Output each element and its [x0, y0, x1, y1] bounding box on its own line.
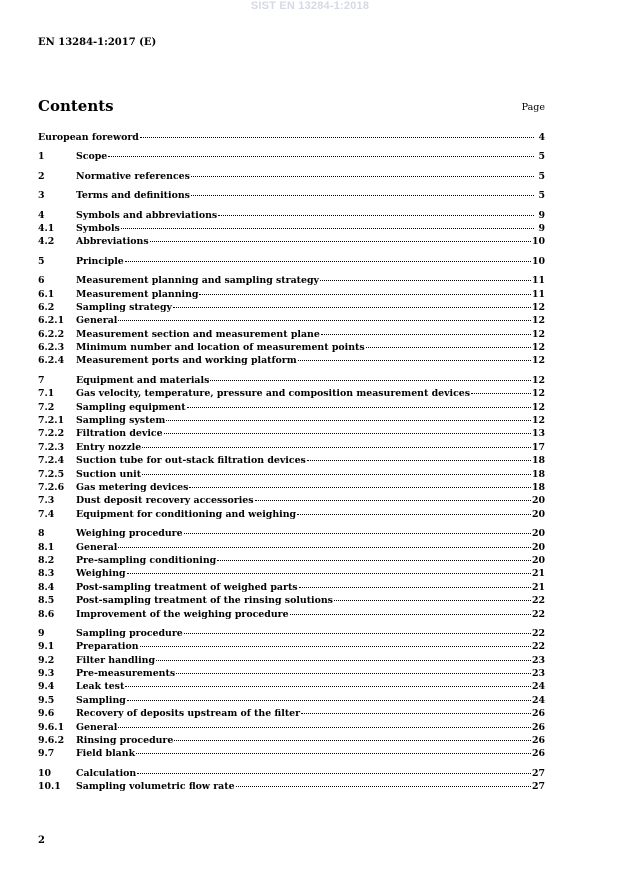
dot-leader	[156, 651, 531, 661]
dot-leader	[210, 371, 531, 381]
toc-entry-title: Preparation	[76, 641, 139, 653]
toc-entry[interactable]	[38, 507, 545, 520]
toc-entry-number: 6.2.4	[38, 355, 65, 367]
dot-leader	[290, 605, 531, 615]
toc-entry-number: 7.2.6	[38, 481, 65, 493]
page-column-label: Page	[521, 102, 545, 113]
toc-entry-title: Terms and definitions	[76, 190, 190, 202]
toc-entry-page: 22	[531, 608, 545, 620]
toc-entry-title: Post-sampling treatment of the rinsing solutions	[76, 595, 333, 607]
toc-entry-title: Suction tube for out-stack filtration devices	[76, 455, 306, 467]
dot-leader	[127, 691, 531, 701]
toc-entry-page: 27	[531, 767, 545, 779]
toc-group	[38, 188, 545, 201]
toc-entry-title: Measurement planning	[76, 288, 199, 300]
toc-entry-number: 4	[38, 209, 45, 221]
toc-entry-title: Minimum number and location of measurement points	[76, 342, 365, 354]
toc-entry-page: 12	[531, 388, 545, 400]
toc-entry-number: 9.1	[38, 641, 55, 653]
toc-entry-page: 11	[531, 275, 545, 287]
toc-entry-number: 7.3	[38, 495, 55, 507]
toc-group	[38, 130, 545, 143]
toc-entry-title: Sampling	[76, 694, 126, 706]
toc-entry-title: Suction unit	[76, 468, 142, 480]
toc-entry-title: General	[76, 721, 118, 733]
toc-entry-title: Equipment and materials	[76, 374, 210, 386]
toc-entry-number: 7.2.1	[38, 415, 65, 427]
toc-entry-title: Improvement of the weighing procedure	[76, 608, 289, 620]
toc-entry-title: Leak test	[76, 681, 125, 693]
toc-entry-number: 10.1	[38, 781, 61, 793]
toc-entry-title: Symbols	[76, 222, 120, 234]
toc-entry-title: Principle	[76, 255, 124, 267]
toc-entry-title: Post-sampling treatment of weighed parts	[76, 581, 298, 593]
table-of-contents	[38, 130, 545, 799]
toc-entry-number: 4.1	[38, 222, 55, 234]
toc-entry-number: 6.1	[38, 288, 55, 300]
toc-entry-number: 9.3	[38, 668, 55, 680]
toc-entry-title: Calculation	[76, 767, 137, 779]
toc-entry-number: 8.2	[38, 554, 55, 566]
toc-entry-title: Gas velocity, temperature, pressure and composition measurement devices	[76, 388, 471, 400]
dot-leader	[236, 777, 531, 787]
toc-entry-page: 5	[538, 170, 545, 182]
toc-entry-page: 20	[531, 554, 545, 566]
toc-entry-page: 21	[531, 568, 545, 580]
toc-entry-title: Abbreviations	[76, 236, 149, 248]
dot-leader	[142, 465, 531, 475]
toc-entry-title: Recovery of deposits upstream of the filter	[76, 708, 301, 720]
toc-entry-number: 8.5	[38, 595, 55, 607]
toc-entry-page: 22	[531, 595, 545, 607]
toc-entry[interactable]	[38, 373, 545, 386]
toc-entry-number: 6.2.2	[38, 328, 65, 340]
toc-entry-number: 8.1	[38, 541, 55, 553]
toc-entry-page: 26	[531, 708, 545, 720]
toc-entry[interactable]	[38, 607, 545, 620]
toc-entry-number: 9.6	[38, 708, 55, 720]
toc-entry-page: 17	[531, 441, 545, 453]
dot-leader	[307, 451, 531, 461]
dot-leader	[108, 147, 534, 157]
toc-entry-page: 24	[531, 681, 545, 693]
dot-leader	[174, 731, 531, 741]
toc-entry-number: 9.2	[38, 654, 55, 666]
toc-entry-title: Measurement planning and sampling strategy	[76, 275, 319, 287]
toc-entry-page: 12	[531, 401, 545, 413]
page-number: 2	[38, 835, 45, 846]
dot-leader	[137, 764, 531, 774]
dot-leader	[189, 478, 531, 488]
toc-entry-number: 7.2.5	[38, 468, 65, 480]
toc-entry-title: Sampling strategy	[76, 301, 172, 313]
dot-leader	[176, 664, 531, 674]
dot-leader	[187, 398, 531, 408]
toc-entry-page: 9	[538, 209, 545, 221]
toc-entry-number: 8.6	[38, 608, 55, 620]
dot-leader	[121, 219, 534, 229]
toc-entry-title: Weighing	[76, 568, 126, 580]
toc-entry-page: 18	[531, 481, 545, 493]
toc-entry-number: 8.3	[38, 568, 55, 580]
toc-group	[38, 149, 545, 162]
watermark: SIST EN 13284-1:2018	[250, 0, 370, 12]
toc-group	[38, 208, 545, 248]
toc-entry-page: 24	[531, 694, 545, 706]
dot-leader	[301, 704, 531, 714]
dot-leader	[199, 285, 530, 295]
toc-entry-page: 5	[538, 151, 545, 163]
dot-leader	[184, 624, 531, 634]
dot-leader	[299, 578, 531, 588]
toc-entry-page: 4	[538, 132, 545, 143]
toc-entry-page: 20	[531, 495, 545, 507]
page-title: Contents	[38, 97, 114, 115]
toc-group	[38, 273, 545, 367]
toc-group	[38, 373, 545, 520]
toc-entry[interactable]	[38, 169, 545, 182]
dot-leader	[118, 538, 531, 548]
toc-entry-number: 9.6.1	[38, 721, 65, 733]
toc-entry-number: 9	[38, 627, 45, 639]
toc-entry-number: 7.1	[38, 388, 55, 400]
dot-leader	[166, 411, 531, 421]
toc-entry-number: 7.2.2	[38, 428, 65, 440]
toc-entry-title: Sampling volumetric flow rate	[76, 781, 235, 793]
toc-entry-page: 27	[531, 781, 545, 793]
toc-entry-page: 13	[531, 428, 545, 440]
toc-entry-page: 11	[531, 288, 545, 300]
dot-leader	[191, 167, 534, 177]
toc-entry-title: Filtration device	[76, 428, 163, 440]
toc-entry-number: 1	[38, 151, 45, 163]
toc-entry-title: Normative references	[76, 170, 190, 182]
dot-leader	[191, 186, 534, 196]
toc-entry[interactable]	[38, 353, 545, 366]
toc-entry-title: Gas metering devices	[76, 481, 189, 493]
toc-entry-title: Rinsing procedure	[76, 735, 174, 747]
toc-entry-number: 6.2.3	[38, 342, 65, 354]
toc-entry-number: 10	[38, 767, 52, 779]
toc-entry-title: Weighing procedure	[76, 528, 183, 540]
toc-entry-page: 20	[531, 508, 545, 520]
toc-entry[interactable]	[38, 149, 545, 162]
dot-leader	[217, 551, 531, 561]
dot-leader	[136, 744, 531, 754]
toc-entry-title: Sampling procedure	[76, 627, 183, 639]
dot-leader	[297, 505, 531, 515]
dot-leader	[150, 232, 531, 242]
toc-entry-title: General	[76, 315, 118, 327]
toc-entry-number: 7.2.4	[38, 455, 65, 467]
toc-entry-title: General	[76, 541, 118, 553]
toc-entry-title: Pre-sampling conditioning	[76, 554, 217, 566]
dot-leader	[334, 591, 531, 601]
dot-leader	[218, 206, 534, 216]
dot-leader	[321, 325, 531, 335]
dot-leader	[255, 491, 531, 501]
toc-entry-page: 12	[531, 315, 545, 327]
toc-entry-page: 12	[531, 415, 545, 427]
toc-group	[38, 766, 545, 793]
toc-entry-page: 22	[531, 627, 545, 639]
toc-entry-title: Scope	[76, 151, 108, 163]
toc-entry-number: 3	[38, 190, 45, 202]
toc-entry-page: 18	[531, 455, 545, 467]
toc-entry[interactable]	[38, 130, 545, 143]
toc-entry-title: Field blank	[76, 748, 136, 760]
dot-leader	[471, 384, 531, 394]
toc-entry-page: 23	[531, 654, 545, 666]
dot-leader	[142, 438, 531, 448]
toc-entry-page: 12	[531, 301, 545, 313]
toc-entry-title: European foreword	[38, 132, 139, 143]
toc-entry-number: 6.2.1	[38, 315, 65, 327]
toc-entry-title: Symbols and abbreviations	[76, 209, 218, 221]
document-reference: EN 13284-1:2017 (E)	[38, 37, 157, 48]
toc-group	[38, 526, 545, 620]
toc-entry-page: 22	[531, 641, 545, 653]
toc-group	[38, 254, 545, 267]
toc-entry-title: Sampling system	[76, 415, 166, 427]
toc-entry-page: 12	[531, 328, 545, 340]
toc-entry-page: 18	[531, 468, 545, 480]
dot-leader	[127, 564, 531, 574]
dot-leader	[173, 298, 531, 308]
toc-entry-title: Equipment for conditioning and weighing	[76, 508, 297, 520]
toc-entry-number: 8.4	[38, 581, 55, 593]
toc-entry-page: 9	[538, 222, 545, 234]
toc-entry-page: 12	[531, 355, 545, 367]
toc-entry-title: Measurement section and measurement plane	[76, 328, 320, 340]
toc-group	[38, 626, 545, 760]
toc-entry-number: 7.2	[38, 401, 55, 413]
toc-entry-title: Sampling equipment	[76, 401, 186, 413]
dot-leader	[118, 718, 531, 728]
toc-entry-number: 5	[38, 255, 45, 267]
toc-entry[interactable]	[38, 188, 545, 201]
toc-entry-number: 7	[38, 374, 45, 386]
toc-entry-page: 20	[531, 541, 545, 553]
dot-leader	[118, 311, 531, 321]
dot-leader	[140, 128, 534, 138]
toc-entry-page: 12	[531, 374, 545, 386]
toc-entry-page: 21	[531, 581, 545, 593]
toc-entry-number: 6.2	[38, 301, 55, 313]
toc-entry-number: 4.2	[38, 236, 55, 248]
toc-entry-title: Measurement ports and working platform	[76, 355, 297, 367]
toc-entry-title: Dust deposit recovery accessories	[76, 495, 254, 507]
toc-entry[interactable]	[38, 746, 545, 759]
toc-entry-title: Pre-measurements	[76, 668, 176, 680]
dot-leader	[184, 524, 531, 534]
toc-entry-number: 9.6.2	[38, 735, 65, 747]
toc-entry-number: 9.5	[38, 694, 55, 706]
toc-entry-number: 9.4	[38, 681, 55, 693]
toc-entry[interactable]	[38, 254, 545, 267]
toc-entry-number: 7.4	[38, 508, 55, 520]
dot-leader	[298, 351, 531, 361]
toc-entry-number: 2	[38, 170, 45, 182]
toc-entry-title: Filter handling	[76, 654, 156, 666]
dot-leader	[125, 252, 531, 262]
toc-entry-page: 12	[531, 342, 545, 354]
toc-entry-number: 6	[38, 275, 45, 287]
toc-entry-page: 20	[531, 528, 545, 540]
dot-leader	[366, 338, 531, 348]
toc-entry-page: 26	[531, 721, 545, 733]
dot-leader	[320, 271, 531, 281]
dot-leader	[164, 424, 531, 434]
toc-entry-page: 5	[538, 190, 545, 202]
toc-entry-page: 26	[531, 748, 545, 760]
toc-entry-number: 9.7	[38, 748, 55, 760]
toc-group	[38, 169, 545, 182]
toc-entry-number: 7.2.3	[38, 441, 65, 453]
toc-entry[interactable]	[38, 779, 545, 792]
dot-leader	[125, 677, 531, 687]
toc-entry-page: 23	[531, 668, 545, 680]
toc-entry-page: 26	[531, 735, 545, 747]
dot-leader	[140, 637, 531, 647]
toc-entry-page: 10	[531, 236, 545, 248]
toc-entry-number: 8	[38, 528, 45, 540]
toc-entry[interactable]	[38, 234, 545, 247]
toc-entry-title: Entry nozzle	[76, 441, 142, 453]
toc-entry-page: 10	[531, 255, 545, 267]
